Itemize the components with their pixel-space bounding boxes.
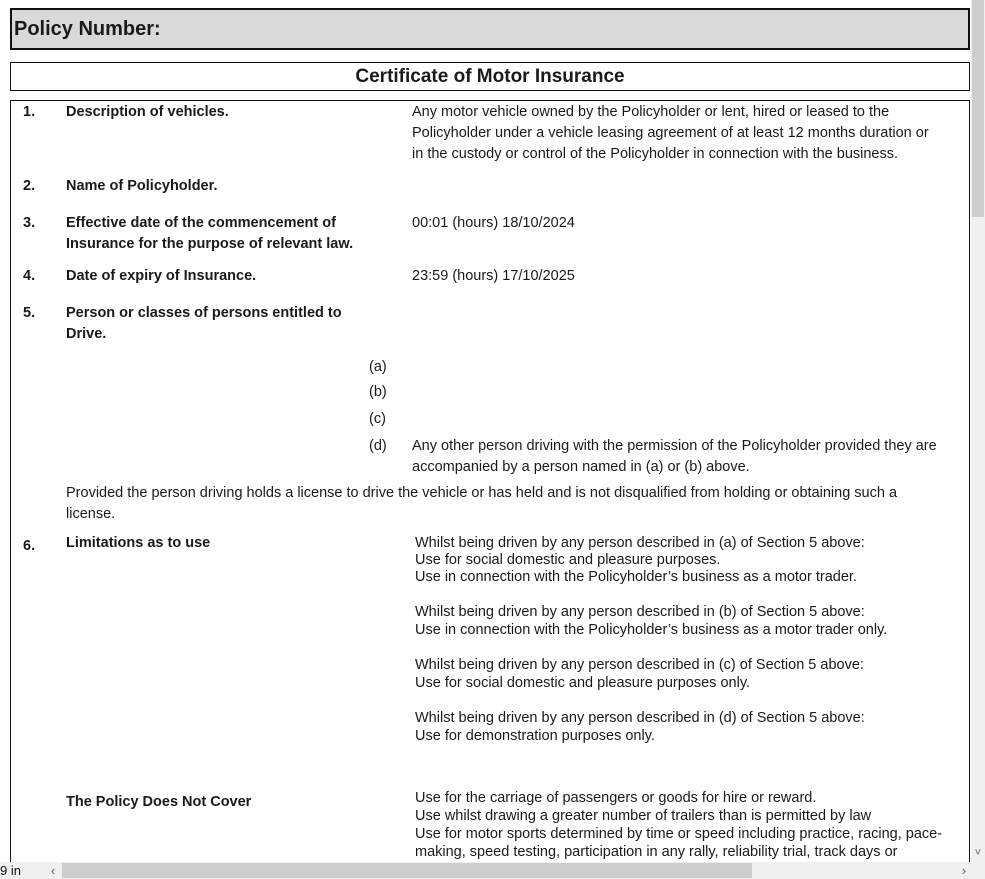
vertical-scroll-thumb[interactable] <box>972 0 984 217</box>
section-2-label: Name of Policyholder. <box>66 178 218 194</box>
section-1-value-line-2: Policyholder under a vehicle leasing agreement of at least 12 months duration or <box>412 125 929 141</box>
section-6-label: Limitations as to use <box>66 535 211 551</box>
vertical-scrollbar[interactable] <box>971 0 985 862</box>
certificate-title: Certificate of Motor Insurance <box>355 66 625 87</box>
limitation-b-line-2: Use in connection with the Policyholder’s business as a motor trader only. <box>415 622 888 638</box>
page-measure-label: 9 in <box>0 863 21 878</box>
driver-class-d-text-line-2: accompanied by a person named in (a) or (b) above. <box>412 459 750 475</box>
section-4-value: 23:59 (hours) 17/10/2025 <box>412 268 575 284</box>
limitation-b-line-1: Whilst being driven by any person described in (b) of Section 5 above: <box>415 604 865 620</box>
driver-class-b-marker: (b) <box>369 384 387 400</box>
not-covered-label: The Policy Does Not Cover <box>66 794 252 810</box>
section-4-label: Date of expiry of Insurance. <box>66 268 257 284</box>
horizontal-scrollbar[interactable] <box>46 862 971 879</box>
not-covered-line-4: making, speed testing, participation in any rally, reliability trial, track days or <box>415 844 898 860</box>
limitation-a-line-2: Use for social domestic and pleasure purposes. <box>415 552 721 568</box>
horizontal-scroll-thumb[interactable] <box>62 863 752 878</box>
limitation-d-line-2: Use for demonstration purposes only. <box>415 728 655 744</box>
section-1-value-line-3: in the custody or control of the Policyholder in connection with the business. <box>412 146 899 162</box>
driver-class-c-marker: (c) <box>369 411 386 427</box>
scroll-down-arrow-icon[interactable]: ˅ <box>974 847 982 859</box>
limitation-c-line-2: Use for social domestic and pleasure purposes only. <box>415 675 751 691</box>
section-5-label-line-2: Drive. <box>66 326 107 342</box>
policy-number-label: Policy Number: <box>14 18 161 40</box>
section-4-number: 4. <box>23 268 36 284</box>
section-5-number: 5. <box>23 305 36 321</box>
limitation-d-line-1: Whilst being driven by any person described in (d) of Section 5 above: <box>415 710 865 726</box>
section-1-number: 1. <box>23 104 36 120</box>
section-2-number: 2. <box>23 178 36 194</box>
policy-number-box <box>10 8 970 50</box>
driver-class-d-text-line-1: Any other person driving with the permission of the Policyholder provided they are <box>412 438 937 454</box>
certificate-title-box <box>10 62 970 91</box>
limitation-a-line-1: Whilst being driven by any person described in (a) of Section 5 above: <box>415 535 865 551</box>
license-proviso-line-1: Provided the person driving holds a license to drive the vehicle or has held and is not disqualified from holding or obtaining such a <box>66 485 898 501</box>
not-covered-line-1: Use for the carriage of passengers or goods for hire or reward. <box>415 790 817 806</box>
section-3-value: 00:01 (hours) 18/10/2024 <box>412 215 575 231</box>
section-6-number: 6. <box>23 538 36 554</box>
section-3-label-line-2: Insurance for the purpose of relevant law. <box>66 236 354 252</box>
not-covered-line-2: Use whilst drawing a greater number of trailers than is permitted by law <box>415 808 872 824</box>
section-3-number: 3. <box>23 215 36 231</box>
scroll-right-arrow-icon[interactable]: › <box>961 863 967 878</box>
driver-class-a-marker: (a) <box>369 359 387 375</box>
limitation-c-line-1: Whilst being driven by any person described in (c) of Section 5 above: <box>415 657 864 673</box>
section-1-value-line-1: Any motor vehicle owned by the Policyholder or lent, hired or leased to the <box>412 104 890 120</box>
section-5-label-line-1: Person or classes of persons entitled to <box>66 305 342 321</box>
not-covered-line-3: Use for motor sports determined by time or speed including practice, racing, pace- <box>415 826 943 842</box>
driver-class-d-marker: (d) <box>369 438 387 454</box>
section-3-label-line-1: Effective date of the commencement of <box>66 215 336 231</box>
status-bar <box>0 862 985 879</box>
license-proviso-line-2: license. <box>66 506 116 522</box>
limitation-a-line-3: Use in connection with the Policyholder’s business as a motor trader. <box>415 569 857 585</box>
scroll-left-arrow-icon[interactable]: ‹ <box>50 863 56 878</box>
section-1-label: Description of vehicles. <box>66 104 229 120</box>
